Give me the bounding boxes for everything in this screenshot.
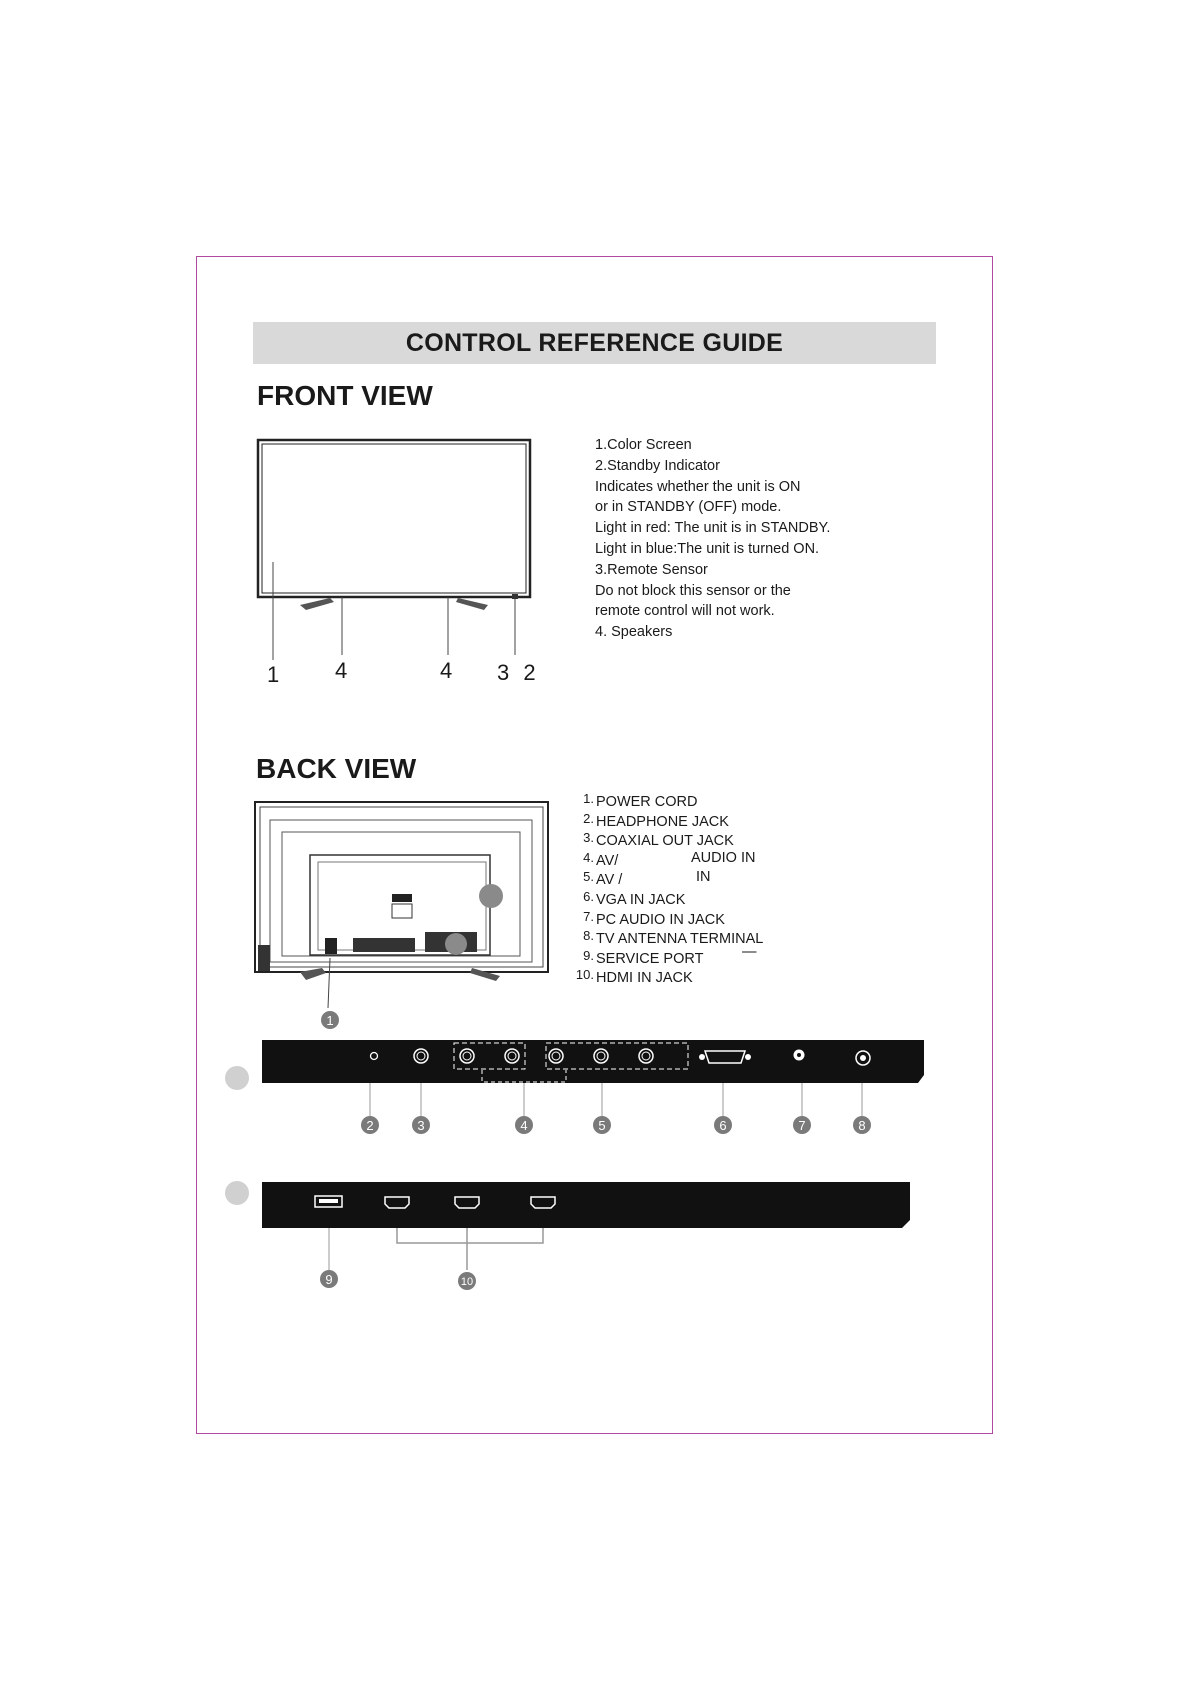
front-desc-line: 2.Standby Indicator (595, 457, 720, 474)
front-desc-line: or in STANDBY (OFF) mode. (595, 499, 782, 516)
callout-speaker-left: 4 (335, 658, 348, 683)
front-desc-line: 4. Speakers (595, 624, 673, 641)
badge-service-port: 9 (325, 1272, 333, 1287)
back-list-item: 3. COAXIAL OUT JACK (583, 830, 734, 850)
back-list-item: 2. HEADPHONE JACK (583, 810, 729, 830)
back-list-item: 10. HDMI IN JACK (575, 967, 693, 987)
front-desc-line: 3.Remote Sensor (595, 561, 708, 578)
back-list-item: 9. SERVICE PORT — (583, 943, 757, 967)
badge-vga: 6 (719, 1118, 727, 1133)
power-badge-text: 1 (326, 1013, 334, 1028)
badge-av-audio: 4 (520, 1118, 528, 1133)
badge-hdmi: 10 (460, 1276, 474, 1288)
badge-headphone: 2 (366, 1118, 374, 1133)
front-desc-line: remote control will not work. (595, 603, 775, 620)
front-desc-line: Light in red: The unit is in STANDBY. (595, 520, 831, 537)
page-title-text: CONTROL REFERENCE GUIDE (405, 328, 784, 357)
front-desc-line: Light in blue:The unit is turned ON. (595, 540, 820, 557)
back-list-item: 1. POWER CORD (583, 791, 698, 810)
front-desc-line: 1.Color Screen (595, 437, 692, 453)
back-list-item: 4. AV/ AUDIO IN (583, 849, 756, 869)
back-list-item: 6. VGA IN JACK (583, 888, 686, 908)
back-view-heading: BACK VIEW (256, 753, 417, 784)
front-desc-line: Do not block this sensor or the (595, 582, 791, 599)
callout-speaker-right: 4 (440, 658, 453, 683)
back-list-item: 8. TV ANTENNA TERMINAL (583, 928, 764, 948)
callout-screen: 1 (267, 662, 280, 687)
badge-av: 5 (598, 1118, 606, 1133)
back-list-item: 5. AV / IN (583, 869, 711, 889)
badge-pc-audio: 7 (798, 1118, 806, 1133)
badge-antenna: 8 (858, 1118, 866, 1133)
badge-coaxial: 3 (417, 1118, 425, 1133)
callout-sensor-indicator: 3 2 (497, 660, 540, 685)
front-view-heading: FRONT VIEW (257, 380, 433, 411)
back-list-item: 7. PC AUDIO IN JACK (583, 908, 725, 928)
front-desc-line: Indicates whether the unit is ON (595, 478, 801, 495)
